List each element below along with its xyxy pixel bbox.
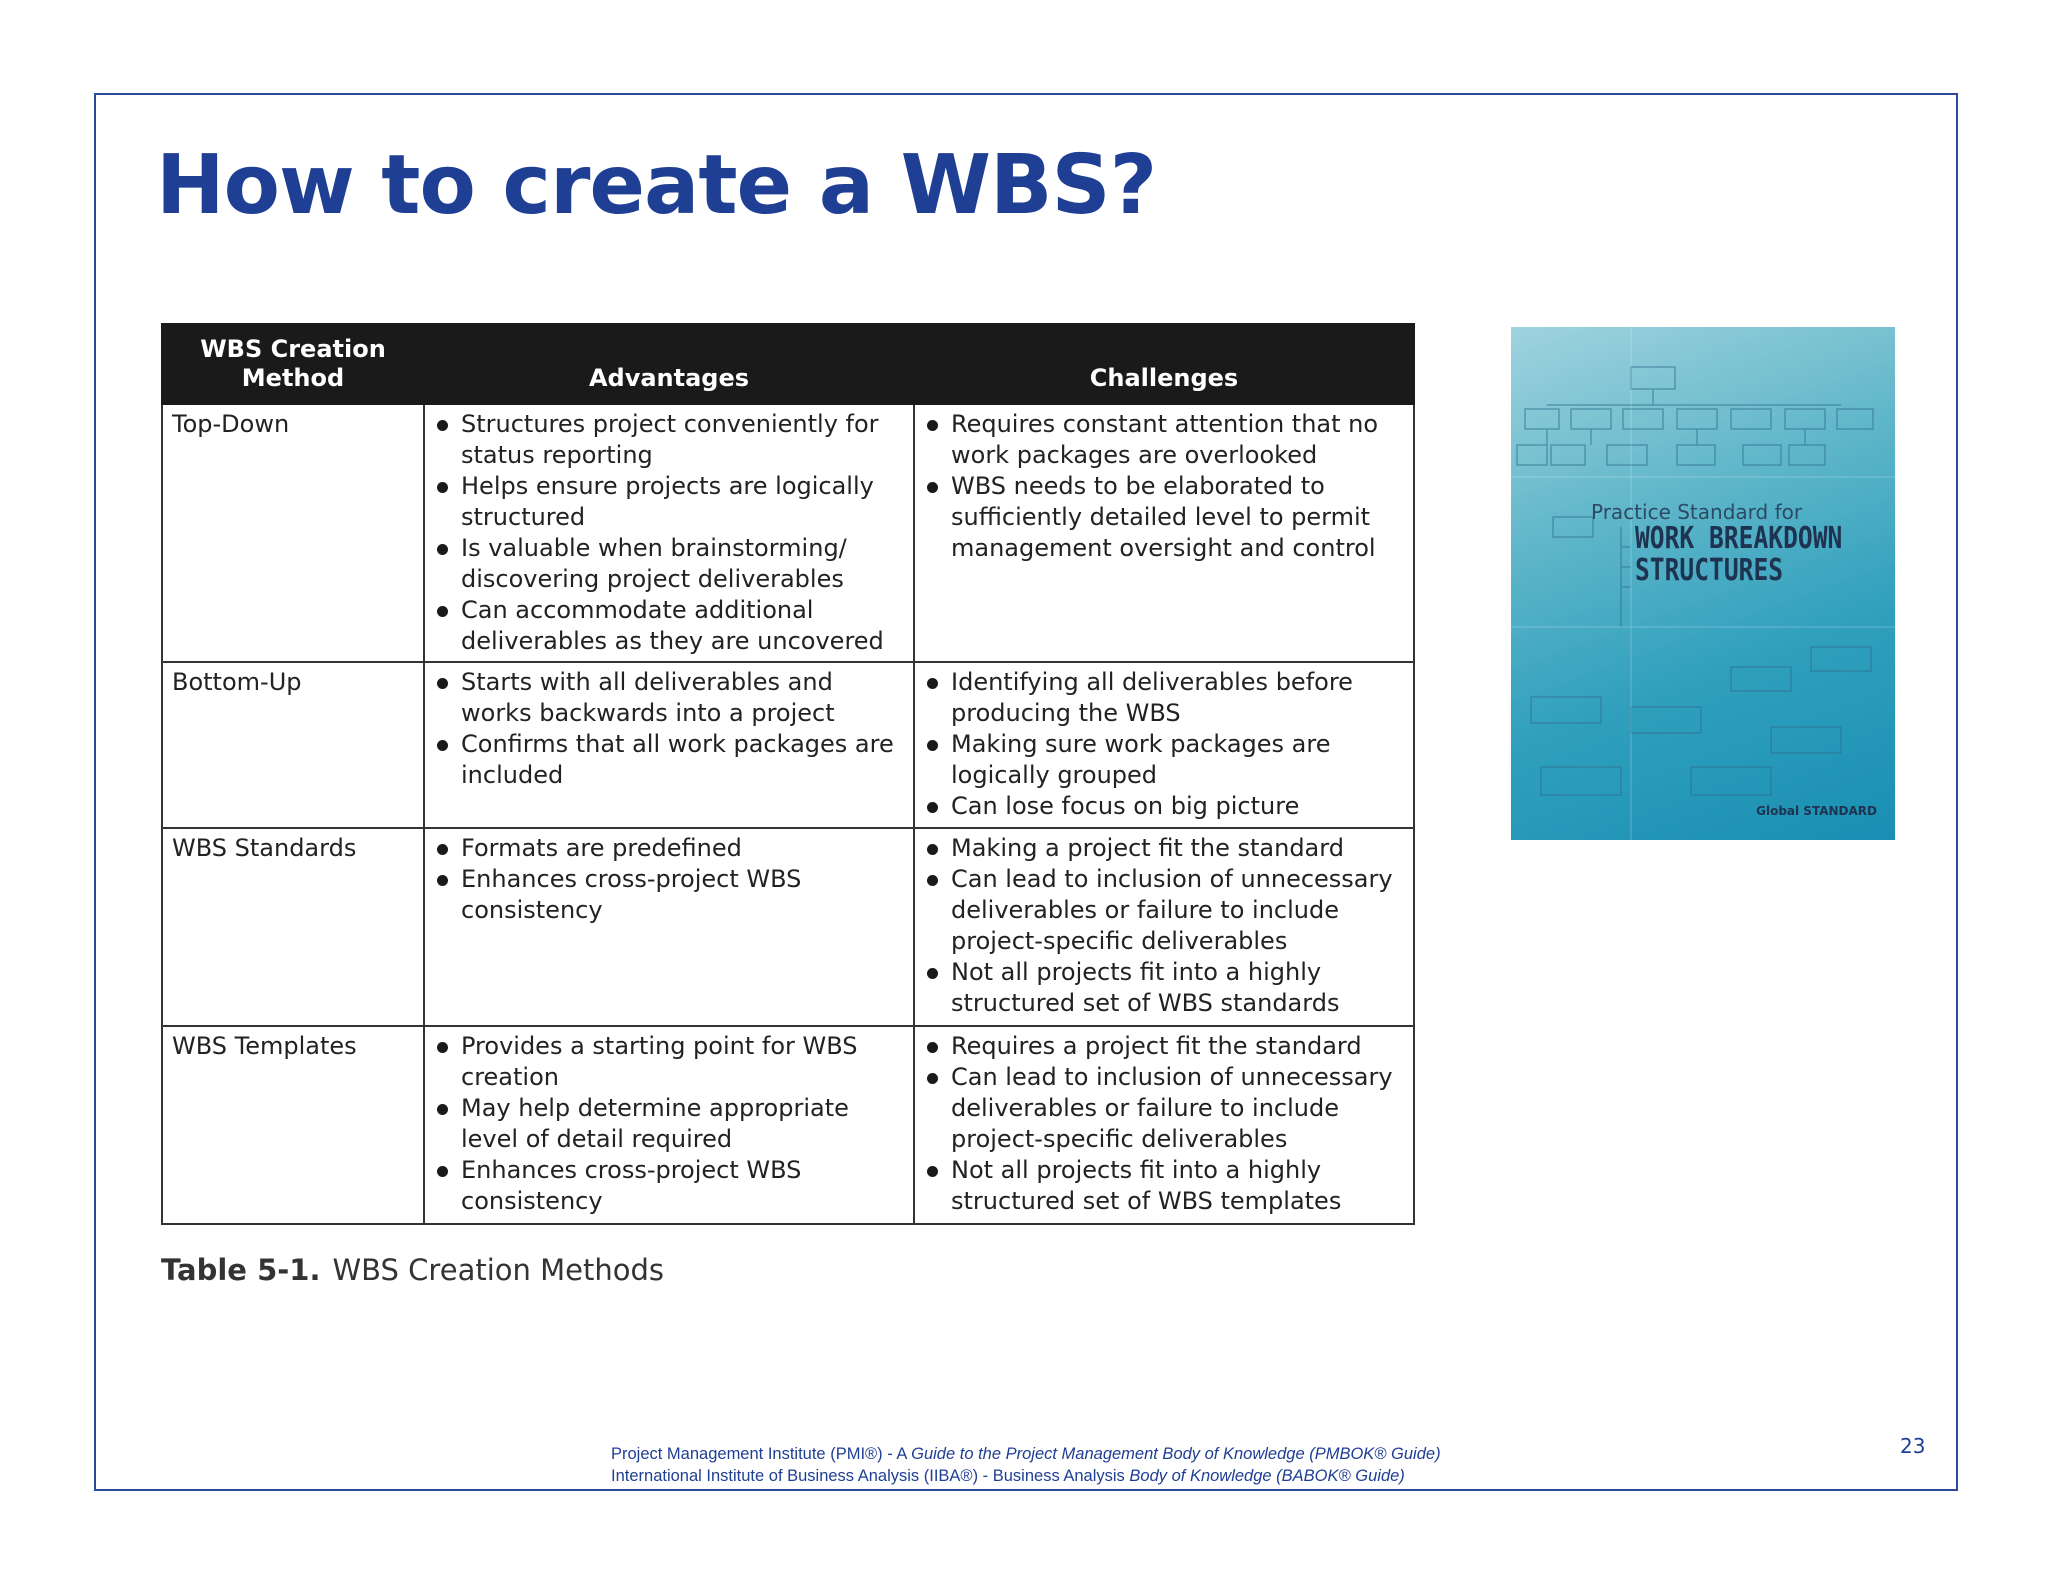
book-subtitle: Practice Standard for (1591, 500, 1803, 524)
advantages-cell (424, 404, 914, 662)
method-cell: Bottom-Up (162, 662, 424, 828)
book-brand: Global STANDARD (1756, 804, 1877, 818)
header-method-line-1: WBS Creation (200, 335, 386, 363)
list-item: Can lead to inclusion of unnecessary deliverables or failure to include project-specific deliverables (923, 1062, 1405, 1155)
wbs-methods-table (161, 323, 1415, 1225)
list-item: Starts with all deliverables and works backwards into a project (433, 667, 905, 729)
header-method (162, 324, 424, 404)
advantages-cell (424, 1026, 914, 1224)
references (611, 1443, 1441, 1487)
challenges-cell (914, 1026, 1414, 1224)
list-item: Making a project fit the standard (923, 833, 1405, 864)
list-item: Formats are predefined (433, 833, 905, 864)
list-item: Is valuable when brainstorming/ discovering project deliverables (433, 533, 905, 595)
table-caption (161, 1253, 664, 1287)
list-item: Requires a project fit the standard (923, 1031, 1405, 1062)
book-title-line-2: STRUCTURES (1635, 553, 1784, 588)
challenges-cell (914, 828, 1414, 1026)
method-cell: WBS Standards (162, 828, 424, 1026)
header-advantages: Advantages (424, 324, 914, 404)
list-item: WBS needs to be elaborated to sufficiently detailed level to permit management oversight and control (923, 471, 1405, 564)
challenges-cell (914, 404, 1414, 662)
table-row (162, 662, 1414, 828)
table-row (162, 404, 1414, 662)
list-item: Not all projects fit into a highly structured set of WBS standards (923, 957, 1405, 1019)
list-item: Identifying all deliverables before producing the WBS (923, 667, 1405, 729)
list-item: Can accommodate additional deliverables as they are uncovered (433, 595, 905, 657)
list-item: Enhances cross-project WBS consistency (433, 864, 905, 926)
table-row (162, 1026, 1414, 1224)
advantages-list (433, 833, 905, 926)
challenges-list (923, 1031, 1405, 1217)
challenges-list (923, 409, 1405, 564)
list-item: Making sure work packages are logically grouped (923, 729, 1405, 791)
page-number: 23 (1900, 1434, 1926, 1458)
challenges-list (923, 833, 1405, 1019)
challenges-list (923, 667, 1405, 822)
header-method-line-2: Method (241, 364, 345, 392)
challenges-cell (914, 662, 1414, 828)
list-item: Helps ensure projects are logically structured (433, 471, 905, 533)
list-item: Provides a starting point for WBS creation (433, 1031, 905, 1093)
reference-pmi-prefix: Project Management Institute (PMI®) - A (611, 1445, 912, 1463)
header-challenges: Challenges (914, 324, 1414, 404)
reference-iiba-title: Body of Knowledge (BABOK® Guide) (1129, 1467, 1405, 1485)
book-title (1635, 523, 1842, 587)
table-row (162, 828, 1414, 1026)
page-title: How to create a WBS? (156, 138, 1157, 233)
method-cell: Top-Down (162, 404, 424, 662)
list-item: May help determine appropriate level of detail required (433, 1093, 905, 1155)
list-item: Not all projects fit into a highly structured set of WBS templates (923, 1155, 1405, 1217)
list-item: Can lose focus on big picture (923, 791, 1405, 822)
list-item: Requires constant attention that no work packages are overlooked (923, 409, 1405, 471)
table-caption-text: WBS Creation Methods (332, 1253, 664, 1287)
advantages-list (433, 667, 905, 791)
reference-pmi-title: Guide to the Project Management Body of Knowledge (PMBOK® Guide) (911, 1445, 1441, 1463)
book-cover-image (1511, 327, 1895, 840)
reference-iiba-prefix: International Institute of Business Analysis (IIBA®) - Business Analysis (611, 1467, 1130, 1485)
reference-iiba (611, 1465, 1441, 1487)
book-title-line-1: WORK BREAKDOWN (1635, 521, 1843, 556)
table-caption-label: Table 5-1. (161, 1253, 321, 1287)
advantages-cell (424, 662, 914, 828)
list-item: Enhances cross-project WBS consistency (433, 1155, 905, 1217)
list-item: Confirms that all work packages are included (433, 729, 905, 791)
advantages-list (433, 409, 905, 657)
list-item: Structures project conveniently for status reporting (433, 409, 905, 471)
advantages-list (433, 1031, 905, 1217)
list-item: Can lead to inclusion of unnecessary deliverables or failure to include project-specific deliverables (923, 864, 1405, 957)
reference-pmi (611, 1443, 1441, 1465)
method-cell: WBS Templates (162, 1026, 424, 1224)
table-header-row (162, 324, 1414, 404)
advantages-cell (424, 828, 914, 1026)
